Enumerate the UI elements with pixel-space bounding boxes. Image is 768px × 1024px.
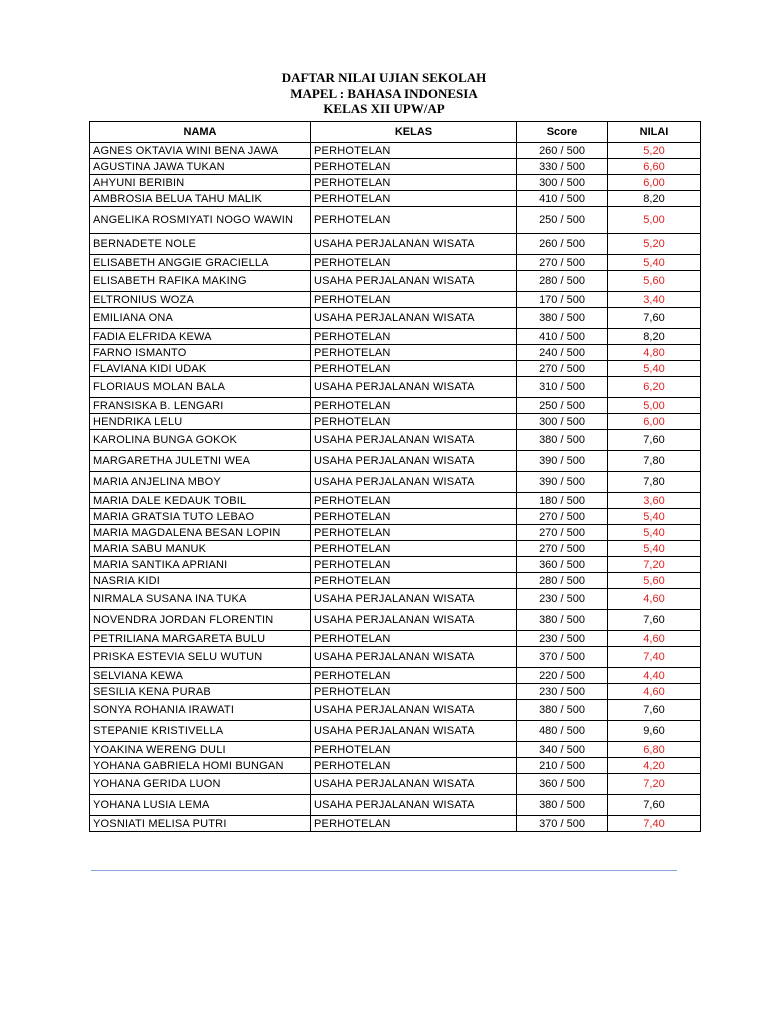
cell-score: 180 / 500 bbox=[517, 493, 608, 509]
cell-nilai: 9,60 bbox=[608, 721, 701, 742]
cell-nama: FADIA ELFRIDA KEWA bbox=[90, 329, 311, 345]
footer-rule bbox=[91, 870, 677, 871]
table-row bbox=[90, 610, 701, 631]
cell-score: 270 / 500 bbox=[517, 541, 608, 557]
cell-score: 390 / 500 bbox=[517, 451, 608, 472]
cell-kelas: PERHOTELAN bbox=[311, 557, 517, 573]
cell-score: 250 / 500 bbox=[517, 398, 608, 414]
cell-nama: ELTRONIUS WOZA bbox=[90, 292, 311, 308]
cell-score: 390 / 500 bbox=[517, 472, 608, 493]
table-row bbox=[90, 589, 701, 610]
table-row bbox=[90, 292, 701, 308]
cell-kelas: USAHA PERJALANAN WISATA bbox=[311, 234, 517, 255]
cell-kelas: PERHOTELAN bbox=[311, 631, 517, 647]
table-row bbox=[90, 721, 701, 742]
table-row bbox=[90, 234, 701, 255]
table-row bbox=[90, 159, 701, 175]
table-row bbox=[90, 557, 701, 573]
cell-nilai: 4,80 bbox=[608, 345, 701, 361]
cell-score: 410 / 500 bbox=[517, 329, 608, 345]
cell-nilai: 7,20 bbox=[608, 774, 701, 795]
table-row bbox=[90, 255, 701, 271]
cell-kelas: USAHA PERJALANAN WISATA bbox=[311, 700, 517, 721]
grades-table bbox=[89, 121, 701, 832]
table-body bbox=[90, 143, 701, 832]
cell-score: 270 / 500 bbox=[517, 361, 608, 377]
cell-score: 370 / 500 bbox=[517, 816, 608, 832]
cell-kelas: USAHA PERJALANAN WISATA bbox=[311, 451, 517, 472]
title-line-3: KELAS XII UPW/AP bbox=[323, 101, 445, 116]
cell-nilai: 7,80 bbox=[608, 451, 701, 472]
cell-nama: SELVIANA KEWA bbox=[90, 668, 311, 684]
table-row bbox=[90, 191, 701, 207]
cell-score: 260 / 500 bbox=[517, 143, 608, 159]
cell-nilai: 4,60 bbox=[608, 631, 701, 647]
cell-nama: MARGARETHA JULETNI WEA bbox=[90, 451, 311, 472]
cell-nama: FLORIAUS MOLAN BALA bbox=[90, 377, 311, 398]
cell-kelas: PERHOTELAN bbox=[311, 345, 517, 361]
cell-nama: PRISKA ESTEVIA SELU WUTUN bbox=[90, 647, 311, 668]
cell-nama: ELISABETH RAFIKA MAKING bbox=[90, 271, 311, 292]
cell-kelas: USAHA PERJALANAN WISATA bbox=[311, 774, 517, 795]
table-row bbox=[90, 308, 701, 329]
cell-nama: SONYA ROHANIA IRAWATI bbox=[90, 700, 311, 721]
cell-nama: PETRILIANA MARGARETA BULU bbox=[90, 631, 311, 647]
cell-nilai: 5,40 bbox=[608, 255, 701, 271]
cell-kelas: PERHOTELAN bbox=[311, 525, 517, 541]
table-row bbox=[90, 271, 701, 292]
cell-score: 250 / 500 bbox=[517, 207, 608, 234]
cell-nama: NASRIA KIDI bbox=[90, 573, 311, 589]
cell-nilai: 7,80 bbox=[608, 472, 701, 493]
table-row bbox=[90, 668, 701, 684]
cell-kelas: USAHA PERJALANAN WISATA bbox=[311, 610, 517, 631]
cell-nilai: 5,00 bbox=[608, 207, 701, 234]
cell-score: 330 / 500 bbox=[517, 159, 608, 175]
table-row bbox=[90, 398, 701, 414]
cell-nilai: 7,40 bbox=[608, 816, 701, 832]
cell-nilai: 5,60 bbox=[608, 573, 701, 589]
column-header-score: Score bbox=[517, 122, 608, 143]
cell-score: 380 / 500 bbox=[517, 700, 608, 721]
cell-score: 230 / 500 bbox=[517, 631, 608, 647]
cell-nilai: 3,40 bbox=[608, 292, 701, 308]
cell-nilai: 4,60 bbox=[608, 684, 701, 700]
cell-nilai: 8,20 bbox=[608, 329, 701, 345]
table-row bbox=[90, 430, 701, 451]
cell-score: 270 / 500 bbox=[517, 509, 608, 525]
cell-nama: MARIA GRATSIA TUTO LEBAO bbox=[90, 509, 311, 525]
cell-score: 280 / 500 bbox=[517, 271, 608, 292]
cell-score: 260 / 500 bbox=[517, 234, 608, 255]
cell-score: 270 / 500 bbox=[517, 255, 608, 271]
cell-nilai: 7,60 bbox=[608, 610, 701, 631]
cell-nilai: 6,00 bbox=[608, 414, 701, 430]
table-row bbox=[90, 345, 701, 361]
cell-nama: YOAKINA WERENG DULI bbox=[90, 742, 311, 758]
cell-nama: MARIA MAGDALENA BESAN LOPIN bbox=[90, 525, 311, 541]
cell-nilai: 5,20 bbox=[608, 234, 701, 255]
cell-kelas: PERHOTELAN bbox=[311, 573, 517, 589]
table-row bbox=[90, 742, 701, 758]
table-row bbox=[90, 329, 701, 345]
cell-kelas: PERHOTELAN bbox=[311, 684, 517, 700]
cell-score: 220 / 500 bbox=[517, 668, 608, 684]
table-row bbox=[90, 175, 701, 191]
table-row bbox=[90, 631, 701, 647]
cell-kelas: USAHA PERJALANAN WISATA bbox=[311, 377, 517, 398]
column-header-nilai: NILAI bbox=[608, 122, 701, 143]
cell-score: 210 / 500 bbox=[517, 758, 608, 774]
cell-nilai: 5,40 bbox=[608, 525, 701, 541]
cell-score: 270 / 500 bbox=[517, 525, 608, 541]
table-row bbox=[90, 509, 701, 525]
cell-nilai: 7,20 bbox=[608, 557, 701, 573]
cell-nama: AMBROSIA BELUA TAHU MALIK bbox=[90, 191, 311, 207]
cell-nama: MARIA ANJELINA MBOY bbox=[90, 472, 311, 493]
table-row bbox=[90, 143, 701, 159]
cell-kelas: PERHOTELAN bbox=[311, 329, 517, 345]
cell-kelas: PERHOTELAN bbox=[311, 816, 517, 832]
table-header-row bbox=[90, 122, 701, 143]
cell-score: 280 / 500 bbox=[517, 573, 608, 589]
cell-nama: BERNADETE NOLE bbox=[90, 234, 311, 255]
cell-nama: FARNO ISMANTO bbox=[90, 345, 311, 361]
cell-nama: NIRMALA SUSANA INA TUKA bbox=[90, 589, 311, 610]
table-row bbox=[90, 573, 701, 589]
title-line-2: MAPEL : BAHASA INDONESIA bbox=[290, 85, 478, 101]
cell-kelas: PERHOTELAN bbox=[311, 207, 517, 234]
table-row bbox=[90, 758, 701, 774]
cell-nama: MARIA SABU MANUK bbox=[90, 541, 311, 557]
cell-nama: AHYUNI BERIBIN bbox=[90, 175, 311, 191]
table-row bbox=[90, 361, 701, 377]
cell-score: 380 / 500 bbox=[517, 430, 608, 451]
cell-kelas: PERHOTELAN bbox=[311, 361, 517, 377]
cell-kelas: USAHA PERJALANAN WISATA bbox=[311, 430, 517, 451]
cell-nilai: 8,20 bbox=[608, 191, 701, 207]
cell-kelas: PERHOTELAN bbox=[311, 175, 517, 191]
cell-nilai: 5,40 bbox=[608, 541, 701, 557]
cell-kelas: PERHOTELAN bbox=[311, 255, 517, 271]
cell-kelas: PERHOTELAN bbox=[311, 758, 517, 774]
cell-nama: YOHANA GABRIELA HOMI BUNGAN bbox=[90, 758, 311, 774]
cell-score: 360 / 500 bbox=[517, 557, 608, 573]
cell-nama: YOHANA LUSIA LEMA bbox=[90, 795, 311, 816]
cell-kelas: PERHOTELAN bbox=[311, 398, 517, 414]
cell-kelas: USAHA PERJALANAN WISATA bbox=[311, 795, 517, 816]
cell-nama: MARIA DALE KEDAUK TOBIL bbox=[90, 493, 311, 509]
cell-score: 360 / 500 bbox=[517, 774, 608, 795]
cell-score: 230 / 500 bbox=[517, 589, 608, 610]
table-row bbox=[90, 816, 701, 832]
table-row bbox=[90, 541, 701, 557]
cell-score: 170 / 500 bbox=[517, 292, 608, 308]
cell-nilai: 4,40 bbox=[608, 668, 701, 684]
cell-kelas: USAHA PERJALANAN WISATA bbox=[311, 472, 517, 493]
cell-nilai: 3,60 bbox=[608, 493, 701, 509]
table-row bbox=[90, 700, 701, 721]
cell-nama: FLAVIANA KIDI UDAK bbox=[90, 361, 311, 377]
cell-nama: SESILIA KENA PURAB bbox=[90, 684, 311, 700]
table-row bbox=[90, 647, 701, 668]
cell-score: 380 / 500 bbox=[517, 308, 608, 329]
cell-nilai: 7,60 bbox=[608, 308, 701, 329]
column-header-nama: NAMA bbox=[90, 122, 311, 143]
cell-score: 310 / 500 bbox=[517, 377, 608, 398]
cell-kelas: PERHOTELAN bbox=[311, 668, 517, 684]
cell-kelas: PERHOTELAN bbox=[311, 493, 517, 509]
cell-nilai: 7,60 bbox=[608, 795, 701, 816]
cell-nama: FRANSISKA B. LENGARI bbox=[90, 398, 311, 414]
cell-nilai: 4,60 bbox=[608, 589, 701, 610]
cell-score: 300 / 500 bbox=[517, 414, 608, 430]
cell-kelas: PERHOTELAN bbox=[311, 414, 517, 430]
table-row bbox=[90, 684, 701, 700]
table-row bbox=[90, 414, 701, 430]
cell-kelas: USAHA PERJALANAN WISATA bbox=[311, 721, 517, 742]
cell-kelas: PERHOTELAN bbox=[311, 159, 517, 175]
cell-score: 240 / 500 bbox=[517, 345, 608, 361]
table-row bbox=[90, 472, 701, 493]
cell-nilai: 6,80 bbox=[608, 742, 701, 758]
cell-nama: EMILIANA ONA bbox=[90, 308, 311, 329]
cell-score: 380 / 500 bbox=[517, 795, 608, 816]
cell-kelas: PERHOTELAN bbox=[311, 143, 517, 159]
title-line-1: DAFTAR NILAI UJIAN SEKOLAH bbox=[281, 70, 487, 85]
cell-kelas: PERHOTELAN bbox=[311, 292, 517, 308]
cell-kelas: USAHA PERJALANAN WISATA bbox=[311, 271, 517, 292]
column-header-kelas: KELAS bbox=[311, 122, 517, 143]
table-row bbox=[90, 377, 701, 398]
cell-nilai: 7,40 bbox=[608, 647, 701, 668]
cell-nama: STEPANIE KRISTIVELLA bbox=[90, 721, 311, 742]
cell-score: 480 / 500 bbox=[517, 721, 608, 742]
cell-nilai: 6,00 bbox=[608, 175, 701, 191]
cell-kelas: USAHA PERJALANAN WISATA bbox=[311, 308, 517, 329]
cell-nilai: 6,20 bbox=[608, 377, 701, 398]
cell-nilai: 5,20 bbox=[608, 143, 701, 159]
table-row bbox=[90, 525, 701, 541]
cell-nilai: 5,40 bbox=[608, 361, 701, 377]
cell-nilai: 7,60 bbox=[608, 700, 701, 721]
table-row bbox=[90, 774, 701, 795]
cell-nama: AGNES OKTAVIA WINI BENA JAWA bbox=[90, 143, 311, 159]
cell-nama: YOHANA GERIDA LUON bbox=[90, 774, 311, 795]
cell-nilai: 5,00 bbox=[608, 398, 701, 414]
cell-score: 380 / 500 bbox=[517, 610, 608, 631]
cell-nama: YOSNIATI MELISA PUTRI bbox=[90, 816, 311, 832]
cell-score: 410 / 500 bbox=[517, 191, 608, 207]
cell-nilai: 4,20 bbox=[608, 758, 701, 774]
cell-score: 300 / 500 bbox=[517, 175, 608, 191]
table-row bbox=[90, 493, 701, 509]
cell-nilai: 5,60 bbox=[608, 271, 701, 292]
cell-kelas: USAHA PERJALANAN WISATA bbox=[311, 647, 517, 668]
cell-score: 370 / 500 bbox=[517, 647, 608, 668]
cell-score: 340 / 500 bbox=[517, 742, 608, 758]
table-row bbox=[90, 207, 701, 234]
table-row bbox=[90, 795, 701, 816]
cell-nilai: 7,60 bbox=[608, 430, 701, 451]
cell-nama: ANGELIKA ROSMIYATI NOGO WAWIN bbox=[90, 207, 311, 234]
cell-nama: HENDRIKA LELU bbox=[90, 414, 311, 430]
cell-nilai: 6,60 bbox=[608, 159, 701, 175]
cell-score: 230 / 500 bbox=[517, 684, 608, 700]
document-title bbox=[0, 70, 768, 117]
cell-nilai: 5,40 bbox=[608, 509, 701, 525]
table-row bbox=[90, 451, 701, 472]
cell-kelas: USAHA PERJALANAN WISATA bbox=[311, 589, 517, 610]
cell-nama: MARIA SANTIKA APRIANI bbox=[90, 557, 311, 573]
cell-nama: NOVENDRA JORDAN FLORENTIN bbox=[90, 610, 311, 631]
cell-nama: ELISABETH ANGGIE GRACIELLA bbox=[90, 255, 311, 271]
cell-nama: KAROLINA BUNGA GOKOK bbox=[90, 430, 311, 451]
cell-kelas: PERHOTELAN bbox=[311, 541, 517, 557]
cell-kelas: PERHOTELAN bbox=[311, 191, 517, 207]
cell-kelas: PERHOTELAN bbox=[311, 509, 517, 525]
cell-kelas: PERHOTELAN bbox=[311, 742, 517, 758]
cell-nama: AGUSTINA JAWA TUKAN bbox=[90, 159, 311, 175]
